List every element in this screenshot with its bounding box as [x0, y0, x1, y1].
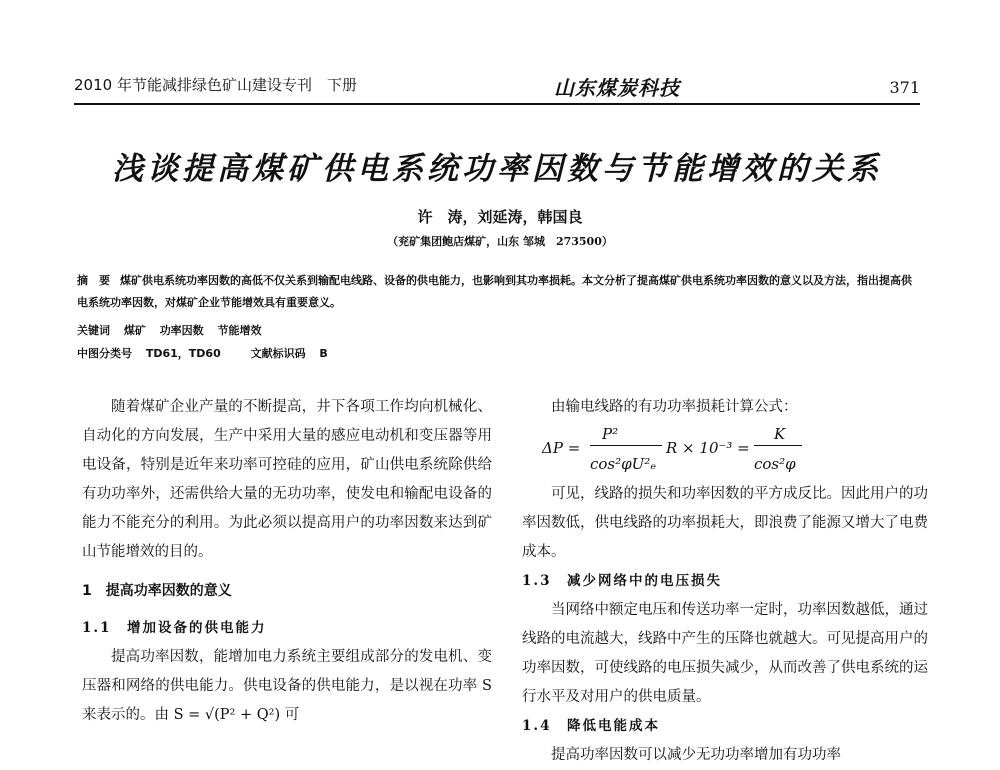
section-heading: 1 提高功率因数的意义 [82, 583, 232, 599]
formula-numerator: P² [602, 425, 619, 443]
page-number: 371 [889, 78, 920, 97]
left-column [82, 393, 492, 730]
abstract-text: 煤矿供电系统功率因数的高低不仅关系到输配电线路、设备的供电能力，也影响到其功率损耗。本文分析了提高煤矿供电系统功率因数的意义以及方法，指出提高供电系统功率因数，对煤矿企业节能增效具有重要意义。 [77, 274, 912, 309]
right-column [522, 393, 928, 770]
formula-denominator: cos²φ [754, 455, 796, 473]
power-loss-formula [542, 422, 928, 480]
keywords-label: 关键词 [77, 324, 110, 337]
formula-denominator: cos²φU²ₑ [590, 455, 657, 473]
keyword: 节能增效 [217, 324, 262, 337]
fraction-bar [590, 445, 662, 446]
intro-paragraph: 随着煤矿企业产量的不断提高，井下各项工作均向机械化、自动化的方向发展，生产中采用大量的感应电动机和变压器等用电设备，特别是近年来功率可控硅的应用，矿山供电系统除供给有功功率外，还需供给大量的无功功率，使发电和输配电设备的能力不能充分的利用。为此必须以提高用户的功率因数来达到矿山节能增效的目的。 [82, 399, 492, 560]
issue-info: 2010 年节能减排绿色矿山建设专刊 下册 [74, 76, 357, 94]
subsection-heading: 1.3 减少网络中的电压损失 [522, 573, 722, 589]
running-header [74, 72, 920, 100]
keyword: 煤矿 [123, 324, 146, 337]
doc-code-label: 文献标识码 [250, 347, 306, 360]
formula-middle: R × 10⁻³ = [666, 439, 750, 457]
formula-lead: 由输电线路的有功功率损耗计算公式： [551, 399, 798, 415]
affiliation: （兖矿集团鲍店煤矿，山东 邹城 273500） [387, 235, 613, 248]
header-rule [74, 103, 920, 105]
body-paragraph: 提高功率因数可以减少无功功率增加有功功率 [551, 747, 841, 763]
subsection-heading: 1.1 增加设备的供电能力 [82, 620, 267, 636]
body-paragraph: 可见，线路的损失和功率因数的平方成反比。因此用户的功率因数低，供电线路的功率损耗大，即浪费了能源又增大了电费成本。 [522, 486, 928, 560]
doc-code-value: B [319, 347, 328, 360]
authors: 许 涛，刘延涛，韩国良 [417, 208, 583, 226]
abstract [77, 270, 922, 314]
journal-name: 山东煤炭科技 [554, 76, 680, 100]
fraction-bar [754, 445, 802, 446]
classification-label: 中图分类号 [77, 347, 132, 360]
classification [77, 345, 328, 361]
subsection-heading: 1.4 降低电能成本 [522, 718, 660, 734]
classification-value: TD61，TD60 [145, 347, 221, 360]
formula-lhs: ΔP = [542, 439, 581, 457]
abstract-label: 摘 要 [77, 274, 110, 287]
body-paragraph: 提高功率因数，能增加电力系统主要组成部分的发电机、变压器和网络的供电能力。供电设备的供电能力，是以视在功率 S 来表示的。由 S = √(P² + Q²) 可 [82, 649, 492, 723]
keywords [77, 322, 262, 338]
formula-numerator: K [774, 425, 786, 443]
body-paragraph: 当网络中额定电压和传送功率一定时，功率因数越低，通过线路的电流越大，线路中产生的压降也就越大。可见提高用户的功率因数，可使线路的电压损失减少，从而改善了供电系统的运行水平及对用户的供电质量。 [522, 602, 928, 705]
keyword: 功率因数 [159, 324, 204, 337]
paper-title: 浅谈提高煤矿供电系统功率因数与节能增效的关系 [112, 151, 882, 187]
